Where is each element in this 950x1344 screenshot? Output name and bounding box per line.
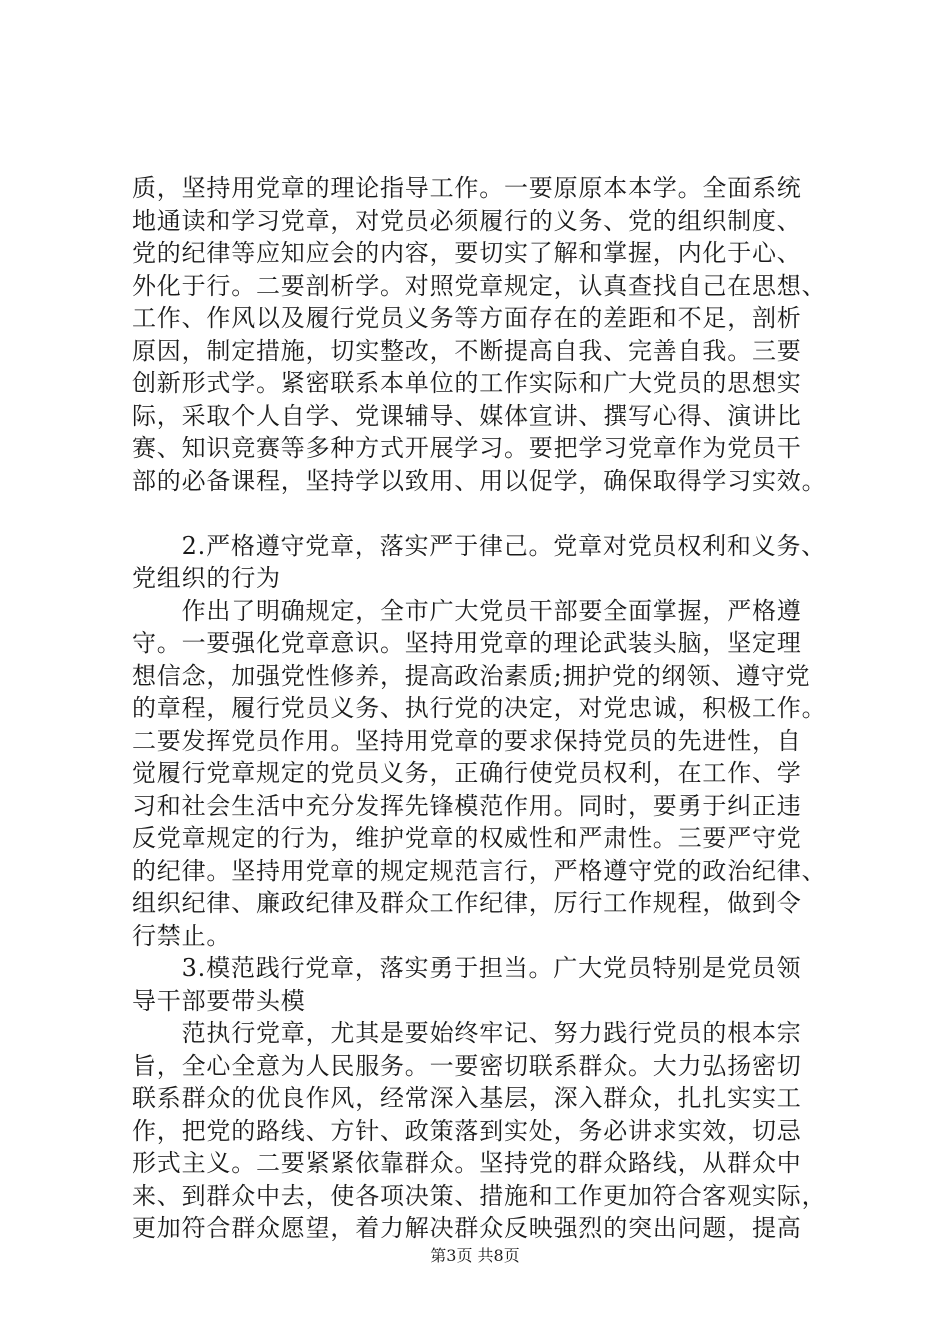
text-line: 形式主义。二要紧紧依靠群众。坚持党的群众路线，从群众中 (132, 1149, 802, 1177)
text-line: 觉履行党章规定的党员义务，正确行使党员权利，在工作、学 (132, 759, 802, 787)
page-footer (0, 1244, 950, 1268)
text-line: 党的纪律等应知应会的内容，要切实了解和掌握，内化于心、 (132, 239, 802, 267)
text-line: 旨，全心全意为人民服务。一要密切联系群众。大力弘扬密切 (132, 1051, 802, 1080)
text-line: 想信念，加强党性修养，提高政治素质;拥护党的纲领、遵守党 (132, 661, 811, 690)
text-line: 习和社会生活中充分发挥先锋模范作用。同时，要勇于纠正违 (132, 791, 802, 820)
text-line: 党组织的行为 (132, 564, 281, 592)
text-line: 际，采取个人自学、党课辅导、媒体宣讲、撰写心得、演讲比 (132, 401, 802, 430)
text-line: 守。一要强化党章意识。坚持用党章的理论武装头脑，坚定理 (132, 629, 802, 657)
text-line: 部的必备课程，坚持学以致用、用以促学，确保取得学习实效。 (132, 466, 827, 495)
text-line: 组织纪律、廉政纪律及群众工作纪律，厉行工作规程，做到令 (132, 889, 802, 917)
text-line: 创新形式学。紧密联系本单位的工作实际和广大党员的思想实 (132, 369, 802, 397)
text-line: 行禁止。 (132, 921, 232, 950)
text-line: 的纪律。坚持用党章的规定规范言行，严格遵守党的政治纪律、 (132, 856, 827, 885)
text-line: 来、到群众中去，使各项决策、措施和工作更加符合客观实际， (132, 1181, 827, 1210)
text-line: 反党章规定的行为，维护党章的权威性和严肃性。三要严守党 (132, 824, 802, 852)
section-heading-line: 3.模范践行党章，落实勇于担当。广大党员特别是党员领 (132, 954, 802, 982)
text-line: 工作、作风以及履行党员义务等方面存在的差距和不足，剖析 (132, 304, 802, 332)
text-line: 外化于行。二要剖析学。对照党章规定，认真查找自己在思想、 (132, 271, 827, 300)
text-line: 作出了明确规定，全市广大党员干部要全面掌握，严格遵 (132, 596, 802, 625)
text-line: 赛、知识竞赛等多种方式开展学习。要把学习党章作为党员干 (132, 434, 802, 462)
text-line: 作，把党的路线、方针、政策落到实处，务必讲求实效，切忌 (132, 1116, 802, 1145)
text-line: 原因，制定措施，切实整改，不断提高自我、完善自我。三要 (132, 336, 802, 365)
text-line: 二要发挥党员作用。坚持用党章的要求保持党员的先进性，自 (132, 726, 802, 755)
section-heading-line: 2.严格遵守党章，落实严于律己。党章对党员权利和义务、 (132, 531, 827, 560)
text-line: 更加符合群众愿望，着力解决群众反映强烈的突出问题，提高 (132, 1214, 802, 1242)
page-number: 第3页 共8页 (430, 1246, 520, 1265)
body-text (132, 172, 844, 1245)
text-line: 质，坚持用党章的理论指导工作。一要原原本本学。全面系统 (132, 174, 802, 202)
paragraph-gap (132, 497, 844, 530)
text-line: 的章程，履行党员义务、执行党的决定，对党忠诚，积极工作。 (132, 694, 827, 722)
text-line: 地通读和学习党章，对党员必须履行的义务、党的组织制度、 (132, 206, 802, 235)
text-line: 导干部要带头模 (132, 986, 306, 1015)
text-line: 范执行党章，尤其是要始终牢记、努力践行党员的根本宗 (132, 1019, 802, 1047)
text-line: 联系群众的优良作风，经常深入基层，深入群众，扎扎实实工 (132, 1084, 802, 1112)
